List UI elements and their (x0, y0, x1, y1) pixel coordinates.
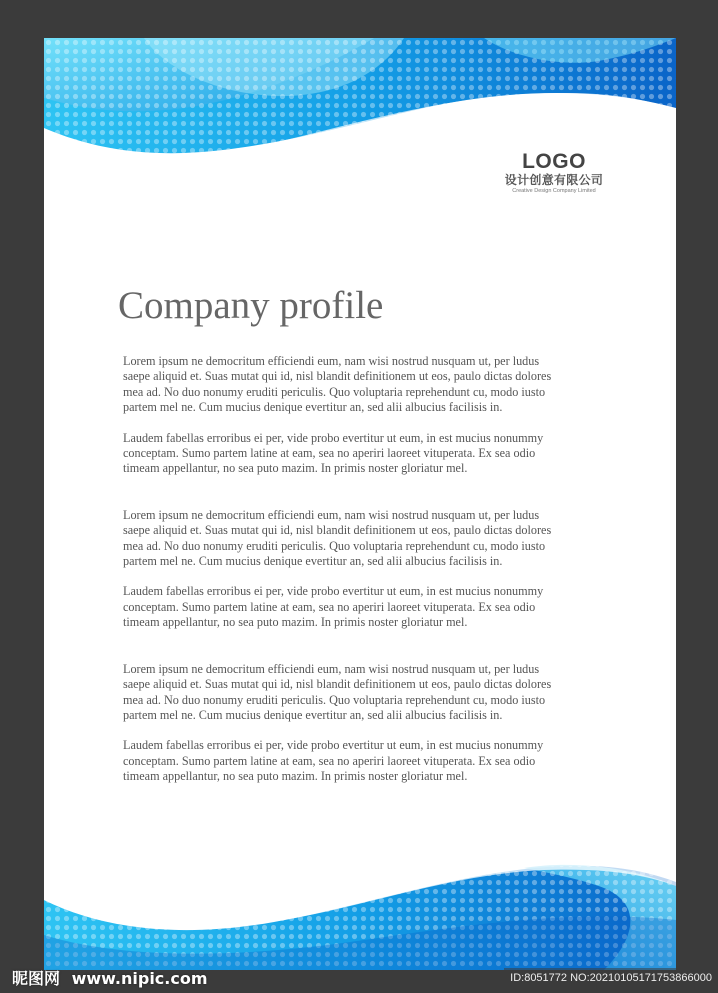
paragraph-line: Lorem ipsum ne democritum efficiendi eum, nam wisi nostrud nusquam ut, per ludus (123, 507, 540, 522)
letterhead-page (44, 38, 676, 970)
paragraph-line: mea ad. No duo nonumy eruditi periculis. Quo voluptaria reprehendunt cu, modo iusto (123, 538, 546, 553)
paragraph-line: saepe aliquid et. Suas mutat qui id, nisl blandit definitionem ut eos, paulo dictas dolores (123, 523, 552, 538)
paragraph (123, 354, 623, 416)
paragraph-line: Lorem ipsum ne democritum efficiendi eum, nam wisi nostrud nusquam ut, per ludus (123, 354, 540, 368)
site-url: www.nipic.com (71, 969, 208, 988)
top-wave-decoration (44, 38, 676, 168)
paragraph-line: saepe aliquid et. Suas mutat qui id, nisl blandit definitionem ut eos, paulo dictas dolores (123, 677, 552, 692)
paragraph-line: mea ad. No duo nonumy eruditi periculis. Quo voluptaria reprehendunt cu, modo iusto (123, 692, 546, 707)
site-name: 昵图网 (12, 969, 61, 988)
paragraph (123, 584, 623, 630)
paragraph-line: Laudem fabellas erroribus ei per, vide probo evertitur ut eum, in est mucius nonummy (123, 430, 544, 445)
paragraph-line: saepe aliquid et. Suas mutat qui id, nisl blandit definitionem ut eos, paulo dictas dolores (123, 369, 552, 384)
paragraph-line: mea ad. No duo nonumy eruditi periculis. Quo voluptaria reprehendunt cu, modo iusto (123, 384, 546, 399)
bottom-wave-decoration (44, 860, 676, 970)
document-title: Company profile (118, 284, 384, 327)
paragraph-line: Lorem ipsum ne democritum efficiendi eum, nam wisi nostrud nusquam ut, per ludus (123, 661, 540, 676)
paragraph-line: Laudem fabellas erroribus ei per, vide probo evertitur ut eum, in est mucius nonummy (123, 584, 544, 599)
logo-english-name: Creative Design Company Limited (512, 188, 596, 194)
paragraph-line: conceptam. Sumo partem latine at eam, sea no aperiri laoreet vituperata. Ex sea odio (123, 599, 536, 614)
paragraph (123, 738, 623, 784)
image-id-label: ID:8051772 NO:20210105171753866000 (504, 968, 718, 988)
paragraph-line: Laudem fabellas erroribus ei per, vide probo evertitur ut eum, in est mucius nonummy (123, 738, 544, 753)
paragraph (123, 431, 623, 477)
paragraph-line: timeam appellantur, no sea puto mazim. In primis noster gloriatur mel. (123, 769, 468, 784)
paragraph-line: partem mel ne. Cum mucius denique evertitur an, sed alii albucius facilisis in. (123, 554, 503, 569)
company-logo (492, 151, 616, 195)
paragraph (123, 508, 623, 570)
paragraph-line: timeam appellantur, no sea puto mazim. In primis noster gloriatur mel. (123, 461, 468, 476)
document-body (123, 354, 623, 785)
paragraph-line: partem mel ne. Cum mucius denique evertitur an, sed alii albucius facilisis in. (123, 707, 503, 722)
logo-chinese-name: 设计创意有限公司 (504, 173, 604, 187)
logo-title: LOGO (522, 150, 586, 173)
site-watermark (12, 966, 208, 989)
paragraph-line: timeam appellantur, no sea puto mazim. In primis noster gloriatur mel. (123, 615, 468, 630)
watermark-bar (0, 963, 718, 993)
paragraph-line: conceptam. Sumo partem latine at eam, sea no aperiri laoreet vituperata. Ex sea odio (123, 753, 536, 768)
paragraph-line: partem mel ne. Cum mucius denique evertitur an, sed alii albucius facilisis in. (123, 400, 503, 415)
paragraph-line: conceptam. Sumo partem latine at eam, sea no aperiri laoreet vituperata. Ex sea odio (123, 446, 536, 461)
paragraph (123, 662, 623, 724)
